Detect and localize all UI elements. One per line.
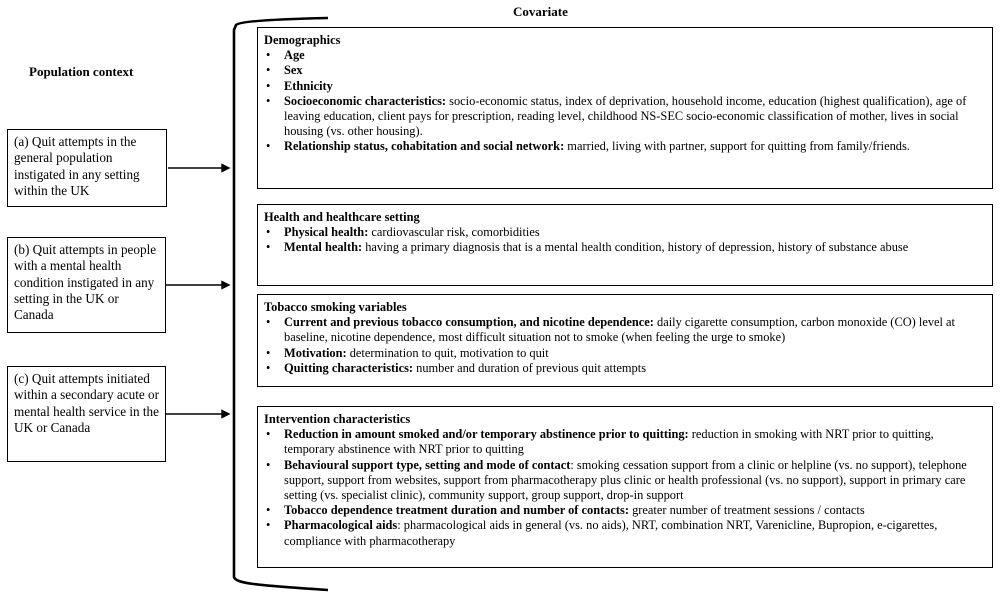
group-title: Demographics [264,33,341,47]
population-context-header: Population context [29,64,134,79]
list-item: • Motivation: determination to quit, motivation to quit [264,346,986,361]
arrow-b [166,282,229,289]
arrow-a [168,165,229,172]
list-item: • Relationship status, cohabitation and social network: married, living with partner, support for quitting from family/friends. [264,139,986,154]
list-item: • Ethnicity [264,79,986,94]
list-item: • Mental health: having a primary diagnosis that is a mental health condition, history of depression, history of substance abuse [264,240,986,255]
covariate-intervention [257,406,993,568]
group-title: Intervention characteristics [264,412,411,426]
list-item: • Quitting characteristics: number and duration of previous quit attempts [264,361,986,376]
covariate-health-setting [257,204,993,286]
covariate-header: Covariate [513,4,568,19]
list-item: • Socioeconomic characteristics: socio-economic status, index of deprivation, household income, education (highest qualification), age of leaving education, client pays for prescription, reading level, childhood NS-SEC socio-economic classification of mother, lives in social housing (vs. other housing). [264,94,986,140]
arrow-c [166,411,229,418]
list-item: • Reduction in amount smoked and/or temporary abstinence prior to quitting: reduction in smoking with NRT prior to quitting, temporary abstinence with NRT prior to quitting [264,427,986,457]
covariate-demographics [257,27,993,189]
list-item: • Sex [264,63,986,78]
list-item: • Tobacco dependence treatment duration and number of contacts: greater number of treatment sessions / contacts [264,503,986,518]
group-title: Tobacco smoking variables [264,300,407,314]
list-item: • Current and previous tobacco consumption, and nicotine dependence: daily cigarette consumption, carbon monoxide (CO) level at baseline, nicotine dependence, most difficult situation not to smoke (when feeling the urge to smoke) [264,315,986,345]
context-c-text: (c) Quit attempts initiated within a secondary acute or mental health service in the UK or Canada [14,371,160,435]
context-a-text: (a) Quit attempts in the general population instigated in any setting within the UK [14,134,140,198]
population-context-b [7,237,166,333]
list-item: • Age [264,48,986,63]
covariate-tobacco-smoking [257,294,993,387]
group-title: Health and healthcare setting [264,210,420,224]
population-context-a [7,129,167,207]
population-context-c [7,366,166,462]
list-item: • Behavioural support type, setting and mode of contact: smoking cessation support from a clinic or helpline (vs. no support), telephone support, support from websites, support from pharmacotherapy plus clinic or health professional (vs. no support), support in primary care setting (vs. specialist clinic), community support, group support, drop-in support [264,458,986,504]
list-item: • Pharmacological aids: pharmacological aids in general (vs. no aids), NRT, combination NRT, Varenicline, Bupropion, e-cigarettes, compliance with pharmacotherapy [264,518,986,548]
context-b-text: (b) Quit attempts in people with a mental health condition instigated in any setting in the UK or Canada [14,242,157,323]
list-item: • Physical health: cardiovascular risk, comorbidities [264,225,986,240]
